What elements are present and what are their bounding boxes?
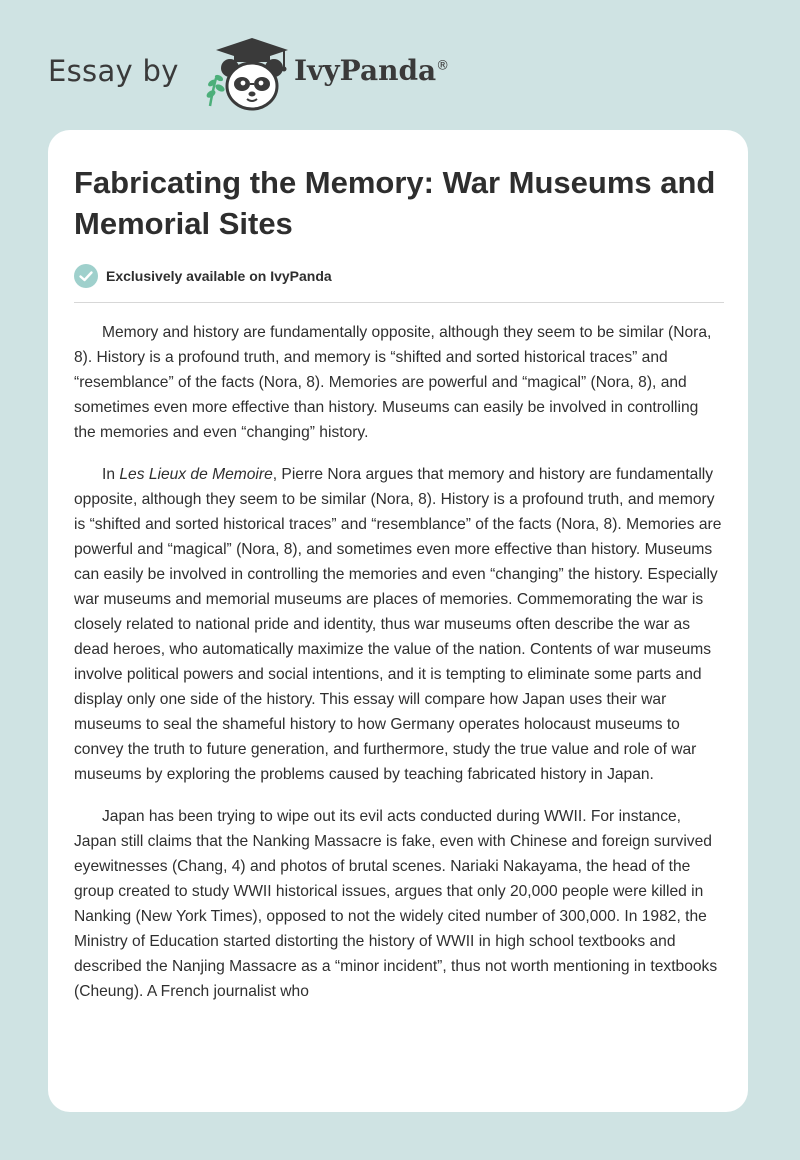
paragraph-2-pre: In xyxy=(102,466,120,483)
essay-card xyxy=(48,130,748,1112)
paragraph-1: Memory and history are fundamentally opposite, although they seem to be similar (Nora, 8). History is a profound truth, and memory is “shifted and sorted historical traces” and “resemblance” of the facts (Nora, 8). Memories are powerful and “magical” (Nora, 8), and sometimes even more effective than history. Museums can easily be involved in controlling the memories and even “changing” history. xyxy=(74,324,712,441)
essay-body xyxy=(74,320,724,1021)
book-title: Les Lieux de Memoire xyxy=(119,466,273,483)
brand-text: IvyPanda xyxy=(294,54,437,87)
paragraph-2 xyxy=(74,462,724,787)
essay-by-label: Essay by xyxy=(48,54,179,88)
panda-mascot-icon xyxy=(202,36,292,112)
check-circle-icon xyxy=(74,264,98,288)
brand-name xyxy=(294,54,449,87)
exclusive-badge xyxy=(74,263,474,291)
badge-label: Exclusively available on IvyPanda xyxy=(106,268,332,284)
registered-mark: ® xyxy=(436,58,450,74)
divider xyxy=(74,302,724,303)
paragraph-2-post: , Pierre Nora argues that memory and history are fundamentally opposite, although they seem to be similar (Nora, 8). History is a profound truth, and memory is “shifted and sorted historical traces” and “resemblance” of the facts (Nora, 8). Memories are powerful and “magical” (Nora, 8), and sometimes even more effective than history. Museums can easily be involved in controlling the memories and even “changing” the history. Especially war museums and memorial museums are places of memories. Commemorating the war is closely related to national pride and identity, thus war museums often describe the war as dead heroes, who automatically maximize the value of the nation. Contents of war museums involve political powers and social intentions, and it is tempting to eliminate some parts and display only one side of the history. This essay will compare how Japan uses their war museums to seal the shameful history to how Germany operates holocaust museums to convey the truth to future generation, and furthermore, study the true value and role of war museums by exploring the problems caused by teaching fabricated history in Japan. xyxy=(74,466,722,783)
page-title: Fabricating the Memory: War Museums and Memorial Sites xyxy=(74,165,716,241)
site-header xyxy=(48,34,508,114)
paragraph-3: Japan has been trying to wipe out its evil acts conducted during WWII. For instance, Japan still claims that the Nanking Massacre is fake, even with Chinese and foreign survived eyewitnesses (Chang, 4) and photos of brutal scenes. Nariaki Nakayama, the head of the group created to study WWII historical issues, argues that only 20,000 people were killed in Nanking (New York Times), opposed to not the widely cited number of 300,000. In 1982, the Ministry of Education started distorting the history of WWII in high school textbooks and described the Nanjing Massacre as a “minor incident”, thus not worth mentioning in textbooks (Cheung). A French journalist who xyxy=(74,808,718,1000)
